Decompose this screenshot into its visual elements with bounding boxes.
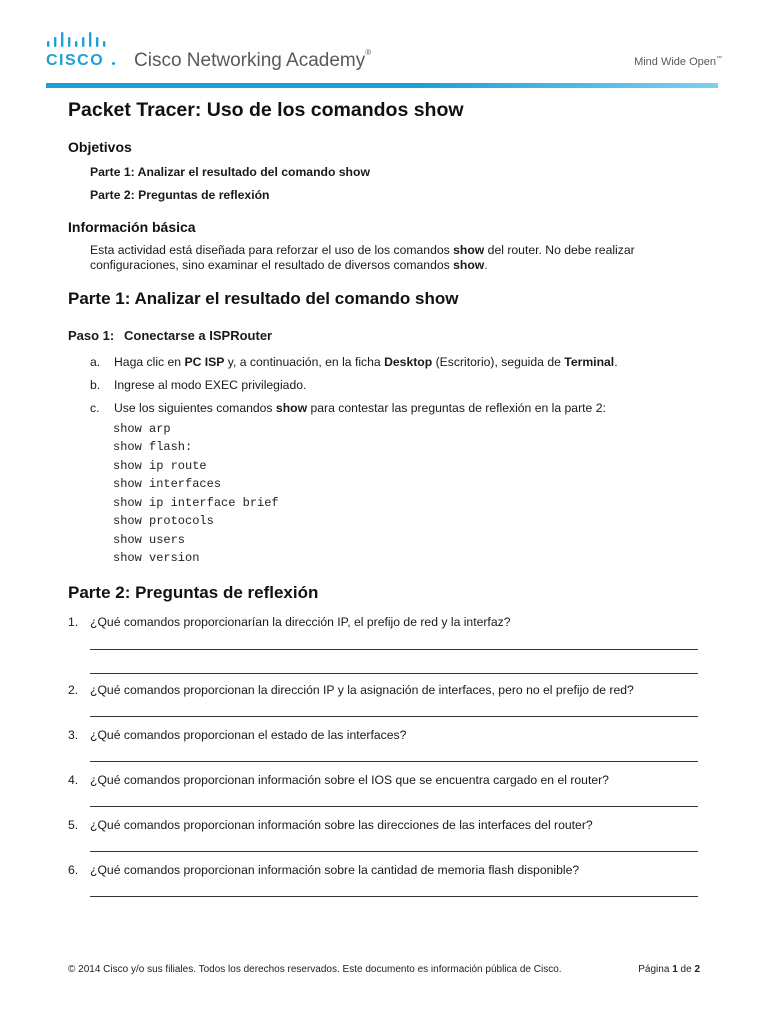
answer-line[interactable] [90, 716, 698, 717]
background-heading: Información básica [68, 219, 196, 235]
command-line: show ip route [113, 459, 207, 473]
document-footer [68, 964, 708, 975]
answer-line[interactable] [90, 649, 698, 650]
list-item-b: b. Ingrese al modo EXEC privilegiado. [90, 378, 307, 392]
answer-line[interactable] [90, 761, 698, 762]
question-item: 4. ¿Qué comandos proporcionan información sobre el IOS que se encuentra cargado en el router? [68, 773, 609, 787]
question-item: 3. ¿Qué comandos proporcionan el estado de las interfaces? [68, 728, 407, 742]
cisco-logo-icon [46, 31, 112, 51]
objective-item: Parte 2: Preguntas de reflexión [90, 188, 270, 202]
question-item: 1. ¿Qué comandos proporcionarían la dirección IP, el prefijo de red y la interfaz? [68, 615, 511, 629]
list-item-a: a. Haga clic en PC ISP y, a continuación, en la ficha Desktop (Escritorio), seguida de Terminal. [90, 355, 618, 369]
answer-line[interactable] [90, 673, 698, 674]
list-item-c: c. Use los siguientes comandos show para contestar las preguntas de reflexión en la parte 2: [90, 401, 606, 415]
part2-heading: Parte 2: Preguntas de reflexión [68, 583, 319, 602]
tagline: Mind Wide Open™ [634, 56, 722, 68]
logo-dot [112, 62, 115, 65]
page-number: Página 1 de 2 [638, 964, 700, 975]
question-item: 2. ¿Qué comandos proporcionan la dirección IP y la asignación de interfaces, pero no el prefijo de red? [68, 683, 634, 697]
command-line: show ip interface brief [113, 496, 279, 510]
objective-item: Parte 1: Analizar el resultado del comando show [90, 165, 370, 179]
command-line: show arp [113, 422, 171, 436]
header-rule [46, 83, 718, 88]
answer-line[interactable] [90, 851, 698, 852]
copyright-text: © 2014 Cisco y/o sus filiales. Todos los derechos reservados. Este documento es información pública de Cisco. [68, 964, 562, 975]
question-item: 5. ¿Qué comandos proporcionan información sobre las direcciones de las interfaces del router? [68, 818, 593, 832]
command-line: show version [113, 551, 200, 565]
command-line: show users [113, 533, 186, 547]
answer-line[interactable] [90, 896, 698, 897]
background-paragraph: Esta actividad está diseñada para reforzar el uso de los comandos show del router. No debe realizar configuraciones, sino examinar el resultado de diversos comandos show. [90, 243, 635, 272]
command-line: show interfaces [113, 477, 222, 491]
cisco-logo-text: CISCO [46, 52, 105, 69]
document-title: Packet Tracer: Uso de los comandos show [68, 99, 464, 121]
academy-name: Cisco Networking Academy® [134, 48, 372, 71]
question-item: 6. ¿Qué comandos proporcionan información sobre la cantidad de memoria flash disponible? [68, 863, 580, 877]
command-line: show protocols [113, 514, 214, 528]
answer-line[interactable] [90, 806, 698, 807]
objectives-heading: Objetivos [68, 139, 132, 155]
document-header [0, 0, 768, 90]
command-line: show flash: [113, 440, 193, 454]
step-heading: Paso 1: Conectarse a ISPRouter [68, 328, 273, 343]
part1-heading: Parte 1: Analizar el resultado del comando show [68, 289, 459, 308]
